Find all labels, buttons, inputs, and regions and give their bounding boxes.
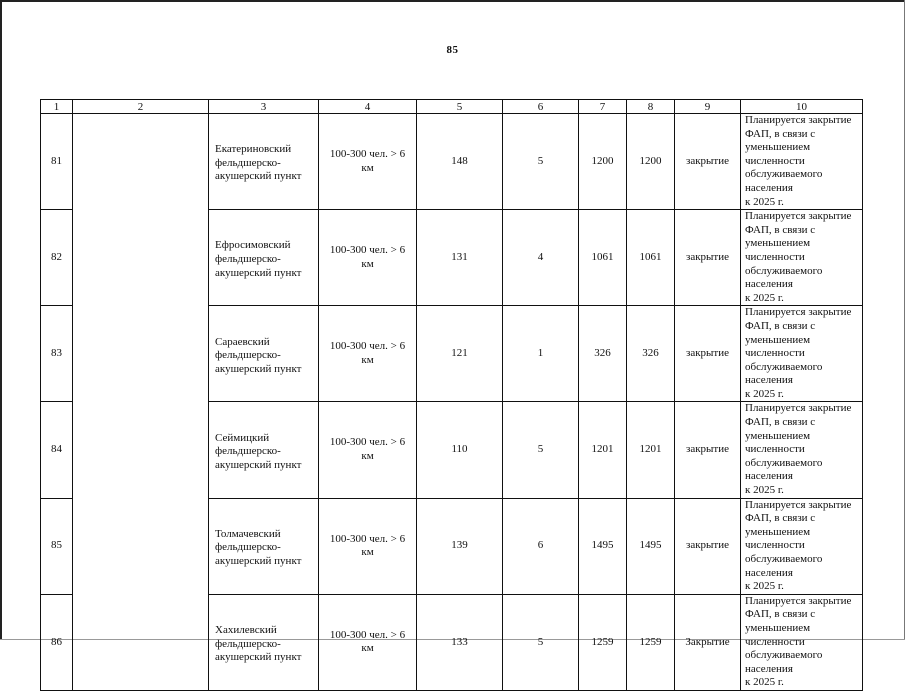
col8-cell: 1201 (627, 402, 675, 498)
note-cell-line: уменьшением численности (745, 429, 811, 456)
facility-name-cell-line: фельдшерско- (215, 445, 281, 458)
facility-name-cell-line: акушерский пункт (215, 362, 302, 375)
col7-cell: 1061 (579, 210, 627, 306)
col8-cell: 1495 (627, 498, 675, 594)
header-cell: 3 (209, 100, 319, 114)
col6-cell: 5 (503, 594, 579, 690)
note-cell-line: уменьшением численности (745, 525, 811, 552)
row-number-cell: 86 (41, 594, 73, 690)
note-cell-line: уменьшением численности (745, 141, 811, 167)
facility-name-cell (209, 306, 319, 402)
note-cell-line: обслуживаемого населения (745, 649, 823, 675)
col7-cell: 326 (579, 306, 627, 402)
note-cell-line: Планируется закрытие (745, 402, 852, 415)
col5-cell: 131 (417, 210, 503, 306)
criterion-cell-line: км (361, 450, 374, 463)
criterion-cell-line: 100-300 чел. > 6 (329, 532, 406, 545)
col8-cell: 1259 (627, 594, 675, 690)
facility-name-cell-line: акушерский пункт (215, 458, 302, 471)
note-cell-line: обслуживаемого населения (745, 168, 823, 194)
header-cell: 2 (73, 100, 209, 114)
row-number-cell: 85 (41, 498, 73, 594)
criterion-cell (319, 498, 417, 594)
table-header-row (41, 100, 863, 114)
note-cell-line: Планируется закрытие (745, 114, 852, 126)
row-number-cell: 84 (41, 402, 73, 498)
facility-name-cell-line: Екатериновский (215, 143, 292, 156)
col8-cell: 326 (627, 306, 675, 402)
note-cell-line: Планируется закрытие (745, 306, 852, 319)
criterion-cell (319, 402, 417, 498)
action-cell: закрытие (675, 114, 741, 210)
action-cell: Закрытие (675, 594, 741, 690)
note-cell-line: ФАП, в связи с (745, 608, 816, 621)
header-cell: 5 (417, 100, 503, 114)
header-cell: 9 (675, 100, 741, 114)
facility-name-cell-line: фельдшерско- (215, 252, 281, 265)
criterion-cell-line: 100-300 чел. > 6 (329, 147, 406, 160)
row-number-cell: 82 (41, 210, 73, 306)
facility-name-cell-line: акушерский пункт (215, 170, 302, 183)
note-cell (741, 306, 863, 402)
header-cell: 8 (627, 100, 675, 114)
col5-cell: 133 (417, 594, 503, 690)
note-cell-line: обслуживаемого населения (745, 360, 823, 387)
page-frame-left (0, 0, 2, 640)
note-cell-line: к 2025 г. (745, 291, 784, 304)
action-cell: закрытие (675, 210, 741, 306)
col5-cell: 121 (417, 306, 503, 402)
note-cell-line: обслуживаемого населения (745, 456, 823, 483)
district-cell (73, 402, 209, 498)
note-cell (741, 594, 863, 690)
note-cell-line: обслуживаемого населения (745, 553, 823, 579)
note-cell-line: уменьшением численности (745, 333, 811, 360)
criterion-cell-line: км (361, 353, 374, 366)
facility-name-cell-line: фельдшерско- (215, 156, 281, 169)
action-cell: закрытие (675, 306, 741, 402)
header-cell: 1 (41, 100, 73, 114)
note-cell (741, 498, 863, 594)
table-row (41, 402, 863, 498)
district-cell (73, 210, 209, 306)
facility-name-cell-line: Толмачевский (215, 527, 281, 540)
criterion-cell-line: км (361, 546, 374, 559)
col6-cell: 6 (503, 498, 579, 594)
criterion-cell-line: км (361, 642, 374, 655)
criterion-cell (319, 114, 417, 210)
col5-cell: 148 (417, 114, 503, 210)
facility-name-cell-line: акушерский пункт (215, 651, 302, 664)
criterion-cell-line: км (361, 161, 374, 174)
facility-name-cell-line: Ефросимовский (215, 239, 291, 252)
criterion-cell (319, 306, 417, 402)
criterion-cell (319, 594, 417, 690)
facility-name-cell (209, 114, 319, 210)
note-cell-line: ФАП, в связи с (745, 319, 816, 332)
action-cell: закрытие (675, 402, 741, 498)
note-cell-line: уменьшением численности (745, 237, 811, 263)
facility-name-cell-line: акушерский пункт (215, 266, 302, 279)
col7-cell: 1201 (579, 402, 627, 498)
facilities-table (40, 99, 863, 691)
facility-name-cell-line: фельдшерско- (215, 541, 281, 554)
facility-name-cell (209, 594, 319, 690)
note-cell-line: Планируется закрытие (745, 498, 852, 511)
district-cell (73, 306, 209, 402)
note-cell-line: к 2025 г. (745, 195, 784, 208)
note-cell-line: к 2025 г. (745, 484, 784, 497)
note-cell-line: к 2025 г. (745, 387, 784, 400)
col7-cell: 1200 (579, 114, 627, 210)
col8-cell: 1061 (627, 210, 675, 306)
col6-cell: 5 (503, 402, 579, 498)
facility-name-cell-line: Сеймицкий (215, 431, 270, 444)
table-row (41, 306, 863, 402)
district-cell (73, 594, 209, 690)
criterion-cell-line: 100-300 чел. > 6 (329, 628, 406, 641)
page-number: 85 (446, 44, 459, 56)
facility-name-cell (209, 402, 319, 498)
col6-cell: 5 (503, 114, 579, 210)
note-cell-line: ФАП, в связи с (745, 127, 816, 140)
note-cell-line: к 2025 г. (745, 580, 784, 593)
col5-cell: 110 (417, 402, 503, 498)
table-row (41, 210, 863, 306)
note-cell-line: Планируется закрытие (745, 594, 852, 607)
header-cell: 4 (319, 100, 417, 114)
criterion-cell-line: 100-300 чел. > 6 (329, 244, 406, 257)
table-row (41, 594, 863, 690)
col5-cell: 139 (417, 498, 503, 594)
facility-name-cell (209, 210, 319, 306)
col7-cell: 1495 (579, 498, 627, 594)
note-cell (741, 210, 863, 306)
header-cell: 6 (503, 100, 579, 114)
criterion-cell-line: 100-300 чел. > 6 (329, 436, 406, 449)
page-frame-top (0, 0, 905, 2)
district-cell (73, 498, 209, 594)
facility-name-cell-line: акушерский пункт (215, 555, 302, 567)
facility-name-cell-line: фельдшерско- (215, 637, 281, 650)
table-row (41, 498, 863, 594)
note-cell-line: ФАП, в связи с (745, 223, 816, 236)
col6-cell: 4 (503, 210, 579, 306)
header-cell: 7 (579, 100, 627, 114)
row-number-cell: 81 (41, 114, 73, 210)
criterion-cell (319, 210, 417, 306)
col7-cell: 1259 (579, 594, 627, 690)
col6-cell: 1 (503, 306, 579, 402)
note-cell-line: обслуживаемого населения (745, 264, 823, 291)
note-cell-line: ФАП, в связи с (745, 416, 816, 429)
note-cell (741, 114, 863, 210)
note-cell-line: Планируется закрытие (745, 210, 852, 223)
facility-name-cell-line: Хахилевский (215, 623, 277, 636)
note-cell-line: к 2025 г. (745, 676, 784, 689)
district-cell (73, 114, 209, 210)
action-cell: закрытие (675, 498, 741, 594)
criterion-cell-line: км (361, 257, 374, 270)
note-cell (741, 402, 863, 498)
note-cell-line: ФАП, в связи с (745, 512, 816, 525)
row-number-cell: 83 (41, 306, 73, 402)
note-cell-line: уменьшением численности (745, 621, 811, 648)
header-cell: 10 (741, 100, 863, 114)
facility-name-cell-line: фельдшерско- (215, 349, 281, 362)
facility-name-cell-line: Сараевский (215, 335, 270, 348)
table-row (41, 114, 863, 210)
criterion-cell-line: 100-300 чел. > 6 (329, 340, 406, 353)
col8-cell: 1200 (627, 114, 675, 210)
facility-name-cell (209, 498, 319, 594)
